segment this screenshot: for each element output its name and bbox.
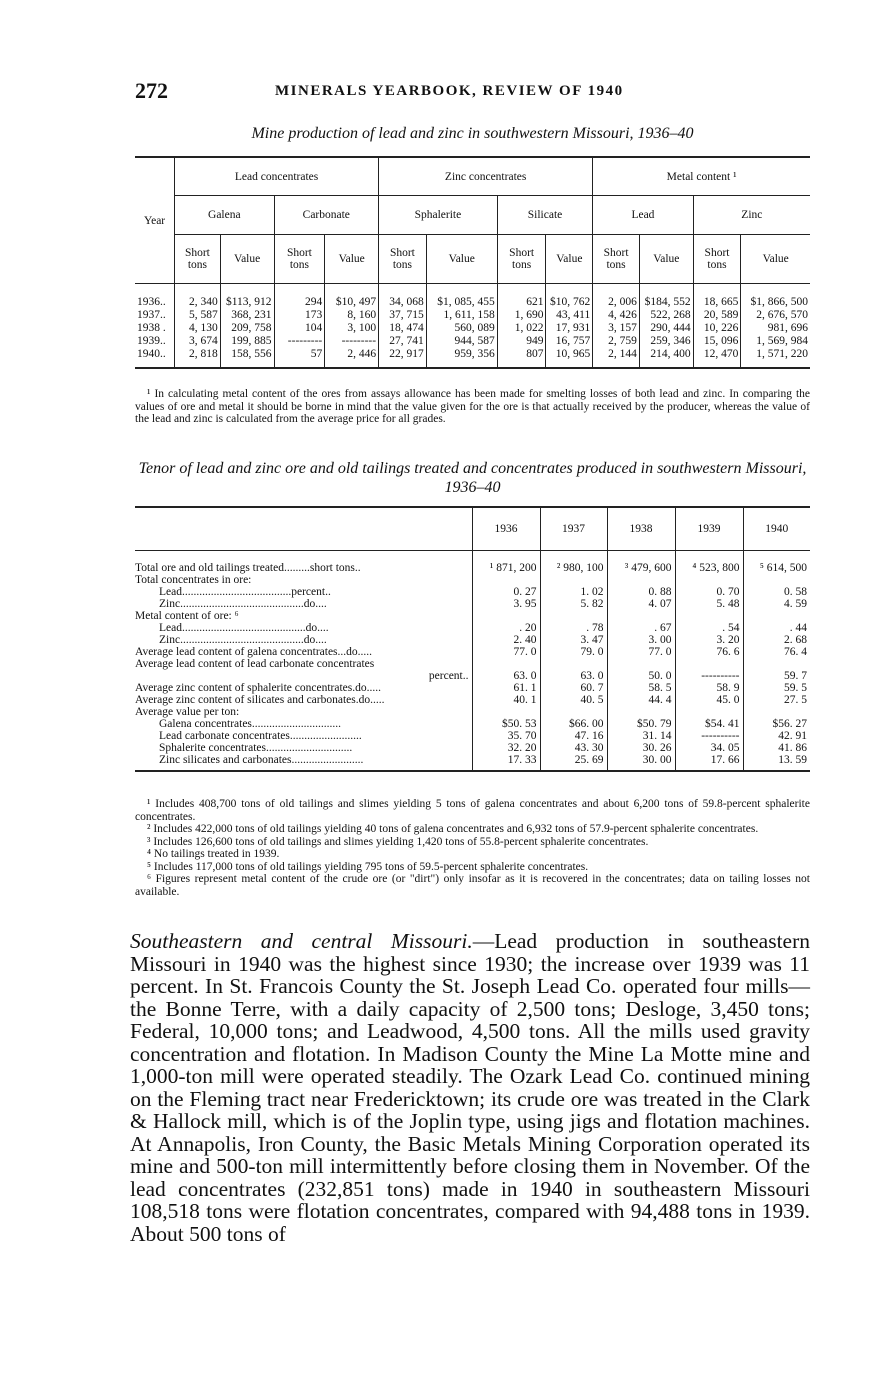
table-cell — [607, 610, 675, 622]
year-column-header: 1939 — [675, 507, 743, 551]
table-cell: 17. 33 — [472, 754, 540, 771]
tenor-table — [135, 506, 810, 772]
table-cell — [675, 574, 743, 586]
page-header — [135, 78, 810, 106]
row-label: Lead......................................percent.. — [135, 586, 472, 598]
table-cell: 3, 674 — [175, 335, 221, 348]
table-cell — [743, 610, 810, 622]
table-row — [135, 754, 810, 771]
table-cell: . 67 — [607, 622, 675, 634]
table-cell: 27, 741 — [379, 335, 427, 348]
year-cell: 1940.. — [135, 348, 175, 368]
table-row — [135, 694, 810, 706]
table-cell: 44. 4 — [607, 694, 675, 706]
table-cell: 3, 100 — [325, 322, 379, 335]
table-row — [135, 706, 810, 718]
table-cell: 294 — [274, 284, 325, 310]
row-label: Galena concentrates............................... — [135, 718, 472, 730]
column-header: Value — [546, 235, 593, 284]
table-cell: 214, 400 — [639, 348, 693, 368]
table-cell: 50. 0 — [607, 670, 675, 682]
table-cell: 13. 59 — [743, 754, 810, 771]
table-cell: --------- — [325, 335, 379, 348]
table-cell: 0. 70 — [675, 586, 743, 598]
table-cell: 57 — [274, 348, 325, 368]
table-row — [135, 322, 810, 335]
table-cell: $54. 41 — [675, 718, 743, 730]
table-cell: 1. 02 — [540, 586, 607, 598]
table-cell: 0. 58 — [784, 586, 807, 598]
table-row — [135, 610, 810, 622]
table-cell — [743, 574, 810, 586]
table-cell — [607, 658, 675, 670]
column-header: Short tons — [693, 235, 741, 284]
table-cell: 40. 5 — [540, 694, 607, 706]
table-cell: 4. 07 — [607, 598, 675, 610]
table-row — [135, 634, 810, 646]
table-cell: $56. 27 — [772, 718, 807, 730]
table-cell: 60. 7 — [540, 682, 607, 694]
table-cell: 35. 70 — [472, 730, 540, 742]
table-cell: 5. 48 — [675, 598, 743, 610]
table-cell: 77. 0 — [607, 646, 675, 658]
table-row — [135, 670, 810, 682]
table-cell: $50. 79 — [607, 718, 675, 730]
table-cell: 31. 14 — [607, 730, 675, 742]
table-row — [135, 335, 810, 348]
table-cell: 17, 931 — [546, 322, 593, 335]
table-cell: 2, 676, 570 — [756, 309, 808, 321]
table-cell: 45. 0 — [675, 694, 743, 706]
table-cell: 61. 1 — [472, 682, 540, 694]
table-cell: 2, 446 — [325, 348, 379, 368]
table-cell: 25. 69 — [540, 754, 607, 771]
table-cell: ⁵ 614, 500 — [759, 562, 807, 574]
row-label: percent.. — [135, 670, 472, 682]
footnote: ⁴ No tailings treated in 1939. — [147, 848, 280, 860]
table-cell: 37, 715 — [379, 309, 427, 322]
table-cell: 621 — [497, 284, 546, 310]
table-cell: 41. 86 — [778, 742, 807, 754]
table-cell: 560, 089 — [426, 322, 497, 335]
table-cell: . 78 — [540, 622, 607, 634]
table-cell — [743, 706, 810, 718]
table-cell: 63. 0 — [540, 670, 607, 682]
table-cell: 76. 6 — [675, 646, 743, 658]
table-cell: $10, 762 — [546, 284, 593, 310]
table-cell: 4, 426 — [593, 309, 640, 322]
table-cell: 209, 758 — [220, 322, 274, 335]
table-cell: 2. 68 — [784, 634, 807, 646]
table-cell: 10, 965 — [546, 348, 593, 368]
blank-header — [135, 507, 472, 551]
running-head: MINERALS YEARBOOK, REVIEW OF 1940 — [275, 83, 624, 99]
table-cell: 43, 411 — [546, 309, 593, 322]
table-cell: $10, 497 — [325, 284, 379, 310]
table-cell: 18, 474 — [379, 322, 427, 335]
table-cell: 158, 556 — [220, 348, 274, 368]
table-cell: ³ 479, 600 — [607, 551, 675, 575]
table-cell: 30. 26 — [607, 742, 675, 754]
table-cell: 259, 346 — [639, 335, 693, 348]
table-cell: $66. 00 — [540, 718, 607, 730]
table-cell: 59. 5 — [784, 682, 807, 694]
table-row — [135, 551, 810, 575]
table-cell: . 44 — [789, 622, 807, 634]
table-cell: 1, 571, 220 — [741, 348, 810, 368]
table-cell: 4, 130 — [175, 322, 221, 335]
table-cell: 2, 340 — [175, 284, 221, 310]
group-header: Metal content ¹ — [593, 157, 810, 196]
year-cell: 1936.. — [135, 284, 175, 310]
table-row — [135, 586, 810, 598]
table-cell: 1, 611, 158 — [426, 309, 497, 322]
paragraph-text: —Lead production in southeastern Missouri in 1940 was the highest since 1930; the increase over 1939 was 11 percent. In St. Francois County the St. Joseph Lead Co. operated four mills—the Bonne Terre, with a daily capacity of 2,500 tons; Desloge, 3,450 tons; Federal, 10,000 tons; and Leadwood, 4,500 tons. All the mills used gravity concentration and flotation. In Madison County the Mine La Motte mine and 1,000-ton mill were operated steadily. The Ozark Lead Co. continued mining on the Fleming tract near Fredericktown; its crude ore was treated in the Clark & Hallock mill, which is of the Joplin type, using jigs and flotation machines. At Annapolis, Iron County, the Basic Metals Mining Corporation operated its mine and 500-ton mill intermittently before closing them in November. Of the lead concentrates (232,851 tons) made in 1940 in southeastern Missouri 108,518 tons were flotation concentrates, compared with 94,488 tons in 1939. About 500 tons of — [130, 929, 810, 1246]
year-column-header: 1938 — [607, 507, 675, 551]
row-label: Metal content of ore: ⁶ — [135, 610, 472, 622]
section-lead-in: Southeastern and central Missouri. — [130, 929, 473, 953]
table-cell: 42. 91 — [778, 730, 807, 742]
footnote: ³ Includes 126,600 tons of old tailings and slimes yielding 1,420 tons of 55.8-percent sphalerite concentrates. — [147, 835, 649, 848]
table-cell: 199, 885 — [220, 335, 274, 348]
table-cell: 0. 27 — [472, 586, 540, 598]
table-cell — [472, 610, 540, 622]
subgroup-header: Zinc — [693, 196, 810, 235]
table-cell: 43. 30 — [540, 742, 607, 754]
subgroup-header: Lead — [593, 196, 693, 235]
table-cell: 368, 231 — [220, 309, 274, 322]
table-cell: 3. 00 — [607, 634, 675, 646]
footnote: ⁵ Includes 117,000 tons of old tailings yielding 795 tons of 59.5-percent sphalerite concentrates. — [147, 860, 589, 873]
row-label: Average zinc content of silicates and carbonates.do..... — [135, 694, 472, 706]
table-cell — [472, 574, 540, 586]
page-number: 272 — [135, 78, 168, 103]
table-cell: 47. 16 — [540, 730, 607, 742]
table-cell — [472, 706, 540, 718]
table-cell — [607, 706, 675, 718]
table-cell: $184, 552 — [639, 284, 693, 310]
table-cell — [472, 658, 540, 670]
subgroup-header: Galena — [175, 196, 274, 235]
table-cell: 18, 665 — [693, 284, 741, 310]
table-cell: 16, 757 — [546, 335, 593, 348]
table-cell: . 20 — [472, 622, 540, 634]
row-label: Total concentrates in ore: — [135, 574, 472, 586]
table-cell: 58. 9 — [675, 682, 743, 694]
table-cell: --------- — [274, 335, 325, 348]
table2-footnotes — [135, 798, 810, 898]
table-cell — [607, 574, 675, 586]
table-cell: 2, 144 — [593, 348, 640, 368]
table-row — [135, 646, 810, 658]
table-cell: 77. 0 — [472, 646, 540, 658]
table-row — [135, 682, 810, 694]
row-label: Total ore and old tailings treated.........short tons.. — [135, 551, 472, 575]
table2-caption: Tenor of lead and zinc ore and old tailings treated and concentrates produced in southwestern Missouri, 1936–40 — [138, 460, 807, 496]
table-cell: 27. 5 — [784, 694, 807, 706]
table-cell: 3. 20 — [675, 634, 743, 646]
group-header: Lead concentrates — [175, 157, 379, 196]
row-label: Sphalerite concentrates.............................. — [135, 742, 472, 754]
table-cell — [540, 610, 607, 622]
table-row — [135, 658, 810, 670]
footnote: ⁶ Figures represent metal content of the crude ore (or "dirt") only insofar as it is recovered in the concentrates; data on tailing losses not available. — [135, 873, 810, 898]
table-row — [135, 622, 810, 634]
table-cell: 20, 589 — [693, 309, 741, 322]
table-cell: 2, 759 — [593, 335, 640, 348]
row-label: Zinc silicates and carbonates......................... — [135, 754, 472, 771]
table-cell: 76. 4 — [784, 646, 807, 658]
table-cell — [540, 706, 607, 718]
table-cell: 807 — [497, 348, 546, 368]
table-cell: . 54 — [675, 622, 743, 634]
table-cell: 8, 160 — [325, 309, 379, 322]
footnote: ¹ Includes 408,700 tons of old tailings and slimes yielding 5 tons of galena concentrates and about 6,200 tons of 59.8-percent sphalerite concentrates. — [135, 798, 810, 823]
table-cell: 5. 82 — [540, 598, 607, 610]
column-header: Short tons — [379, 235, 427, 284]
table-cell: ---------- — [675, 670, 743, 682]
table-cell: 2, 006 — [593, 284, 640, 310]
table-cell: 3, 157 — [593, 322, 640, 335]
column-header: Short tons — [274, 235, 325, 284]
table-cell: 58. 5 — [607, 682, 675, 694]
table-cell: 290, 444 — [639, 322, 693, 335]
table-cell: $1, 866, 500 — [750, 296, 808, 308]
table-row — [135, 598, 810, 610]
row-label: Average value per ton: — [135, 706, 472, 718]
year-column-header: 1937 — [540, 507, 607, 551]
table-cell: 522, 268 — [639, 309, 693, 322]
table-cell — [675, 610, 743, 622]
table-cell: 2, 818 — [175, 348, 221, 368]
footnote: ² Includes 422,000 tons of old tailings yielding 40 tons of galena concentrates and 6,932 tons of 57.9-percent sphalerite concentrates. — [147, 823, 759, 835]
table-cell: ⁴ 523, 800 — [675, 551, 743, 575]
table-cell: 34. 05 — [675, 742, 743, 754]
table-cell: 981, 696 — [767, 322, 808, 334]
table-cell: 30. 00 — [607, 754, 675, 771]
table-cell: 104 — [274, 322, 325, 335]
table-cell: 59. 7 — [784, 670, 807, 682]
column-header: Value — [325, 235, 379, 284]
year-cell: 1939.. — [135, 335, 175, 348]
table-cell: 3. 47 — [540, 634, 607, 646]
row-label: Average lead content of galena concentrates...do..... — [135, 646, 472, 658]
table-cell: 15, 096 — [693, 335, 741, 348]
column-header: Short tons — [593, 235, 640, 284]
table-cell: $1, 085, 455 — [426, 284, 497, 310]
table-cell — [675, 658, 743, 670]
table-cell — [540, 574, 607, 586]
row-label: Zinc...........................................do.... — [135, 634, 472, 646]
table-cell: 32. 20 — [472, 742, 540, 754]
row-label: Lead...........................................do.... — [135, 622, 472, 634]
subgroup-header: Carbonate — [274, 196, 379, 235]
table-cell: $113, 912 — [220, 284, 274, 310]
table-row — [135, 742, 810, 754]
year-header: Year — [135, 157, 175, 284]
table-cell: 10, 226 — [693, 322, 741, 335]
table-cell: 949 — [497, 335, 546, 348]
table-cell: 2. 40 — [472, 634, 540, 646]
table-cell: ² 980, 100 — [540, 551, 607, 575]
column-header: Value — [220, 235, 274, 284]
column-header: Value — [639, 235, 693, 284]
table-row — [135, 574, 810, 586]
body-paragraph — [130, 930, 810, 1245]
table-cell: 12, 470 — [693, 348, 741, 368]
row-label: Average lead content of lead carbonate concentrates — [135, 658, 472, 670]
row-label: Average zinc content of sphalerite concentrates.do..... — [135, 682, 472, 694]
table-cell: ---------- — [675, 730, 743, 742]
table-cell: $50. 53 — [472, 718, 540, 730]
row-label: Zinc...........................................do.... — [135, 598, 472, 610]
table-row — [135, 730, 810, 742]
column-header: Value — [426, 235, 497, 284]
row-label: Lead carbonate concentrates......................... — [135, 730, 472, 742]
table-cell: 17. 66 — [675, 754, 743, 771]
table-cell: 1, 690 — [497, 309, 546, 322]
table1-caption: Mine production of lead and zinc in southwestern Missouri, 1936–40 — [251, 125, 694, 142]
year-column-header: 1936 — [472, 507, 540, 551]
table-row — [135, 309, 810, 322]
table-cell — [675, 706, 743, 718]
table-cell: 3. 95 — [472, 598, 540, 610]
year-column-header: 1940 — [743, 507, 810, 551]
table-cell: 0. 88 — [607, 586, 675, 598]
table-cell: 22, 917 — [379, 348, 427, 368]
table-cell: 1, 022 — [497, 322, 546, 335]
group-header: Zinc concentrates — [379, 157, 593, 196]
table-cell: 63. 0 — [472, 670, 540, 682]
table-cell: 173 — [274, 309, 325, 322]
table-cell: 79. 0 — [540, 646, 607, 658]
mine-production-table — [135, 156, 810, 369]
table-cell — [540, 658, 607, 670]
table-row — [135, 348, 810, 368]
table-cell: 4. 59 — [784, 598, 807, 610]
table-row — [135, 284, 810, 310]
table1-footnote: ¹ In calculating metal content of the ores from assays allowance has been made for smelting losses of both lead and zinc. In comparing the values of ore and metal it should be borne in mind that the value given for the ore is that actually received by the producer, whereas the value of the lead and zinc is calculated from the average price for all grades. — [135, 388, 810, 425]
year-cell: 1937.. — [135, 309, 175, 322]
table-cell: 1, 569, 984 — [756, 335, 808, 347]
column-header: Value — [741, 235, 810, 284]
table-cell: 40. 1 — [472, 694, 540, 706]
subgroup-header: Sphalerite — [379, 196, 498, 235]
subgroup-header: Silicate — [497, 196, 592, 235]
table-cell: 5, 587 — [175, 309, 221, 322]
column-header: Short tons — [497, 235, 546, 284]
table-cell: ¹ 871, 200 — [472, 551, 540, 575]
table-cell: 944, 587 — [426, 335, 497, 348]
column-header: Short tons — [175, 235, 221, 284]
table-row — [135, 718, 810, 730]
table-cell: 959, 356 — [426, 348, 497, 368]
table-cell — [743, 658, 810, 670]
year-cell: 1938 . — [135, 322, 175, 335]
table-cell: 34, 068 — [379, 284, 427, 310]
